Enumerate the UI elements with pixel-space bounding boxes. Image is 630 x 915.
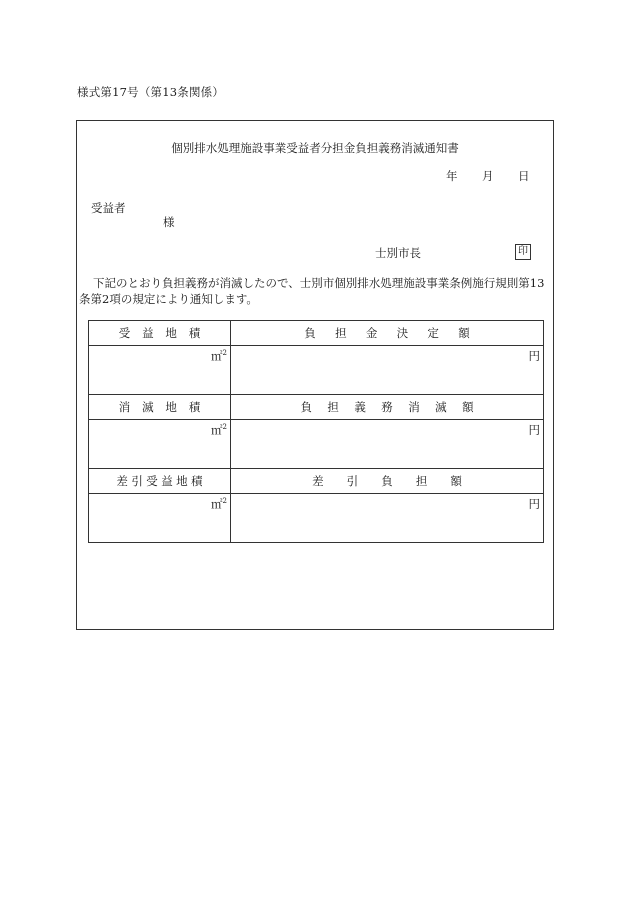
header-char: 額 [450,474,462,488]
header-char: 引 [346,474,359,488]
header-char: 積 [188,400,201,414]
header-char: 差 [312,474,324,488]
header-char: 滅 [435,400,447,414]
header-char: 益 [161,474,173,488]
amount-header-cell [231,395,544,420]
table-header-row [89,321,544,346]
header-char: 地 [165,326,177,340]
date-month-label: 月 [482,169,494,183]
amount-header-cell [231,321,544,346]
area-header-cell [89,469,231,494]
notice-body-text: 下記のとおり負担義務が消滅したので、士別市個別排水処理施設事業条例施行規則第13条第2項の規定により通知します。 [79,276,545,306]
currency-unit-label: 円 [528,423,540,437]
area-value-cell [89,420,231,469]
area-value-cell [89,346,231,395]
header-char: 義 [354,400,366,414]
table-value-row [89,346,544,395]
header-char: 額 [462,400,474,414]
table-value-row [89,420,544,469]
header-char: 受 [146,474,158,488]
area-unit-superscript: 2 [222,349,227,358]
header-char: 益 [142,326,154,340]
area-unit-superscript: 2 [222,423,227,432]
header-char: 決 [396,326,409,340]
header-char: 負 [304,326,316,340]
document-title: 個別排水処理施設事業受益者分担金負担義務消滅通知書 [171,141,459,155]
area-unit-label: ㎡$^2$ [211,349,227,363]
header-char: 積 [191,474,203,488]
header-char: 消 [118,400,131,414]
date-year-label: 年 [446,169,458,183]
area-value-cell [89,494,231,543]
header-char: 滅 [142,400,154,414]
header-char: 地 [165,400,177,414]
currency-unit-label: 円 [528,349,540,363]
header-char: 差 [116,474,128,488]
area-header-cell [89,321,231,346]
header-char: 引 [131,474,143,488]
area-unit-label: ㎡$^2$ [211,497,227,511]
form-number-label: 様式第17号（第13条関係） [77,85,225,99]
header-char: 務 [381,400,393,414]
header-char: 額 [458,326,470,340]
amount-value-cell [231,494,544,543]
recipient-label: 受益者 [91,201,126,215]
header-char: 担 [415,474,428,488]
header-char: 担 [335,326,347,340]
honorific: 様 [163,215,175,229]
header-char: 負 [300,400,312,414]
table-header-row [89,395,544,420]
amount-header-cell [231,469,544,494]
area-header-cell [89,395,231,420]
header-char: 積 [188,326,201,340]
header-char: 定 [427,326,439,340]
header-char: 金 [365,326,378,340]
table-header-row [89,469,544,494]
area-unit-superscript: 2 [222,497,227,506]
header-char: 受 [118,326,131,340]
amount-table [88,320,544,543]
header-char: 消 [408,400,420,414]
date-day-label: 日 [518,169,530,183]
amount-value-cell [231,346,544,395]
header-char: 負 [381,474,393,488]
issuer-name: 士別市長 [375,246,421,260]
currency-unit-label: 円 [528,497,540,511]
header-char: 担 [327,400,339,414]
header-char: 地 [176,474,188,488]
area-unit-label: ㎡$^2$ [211,423,227,437]
table-value-row [89,494,544,543]
seal-mark: 印 [515,244,531,260]
amount-value-cell [231,420,544,469]
notice-form [76,120,554,630]
